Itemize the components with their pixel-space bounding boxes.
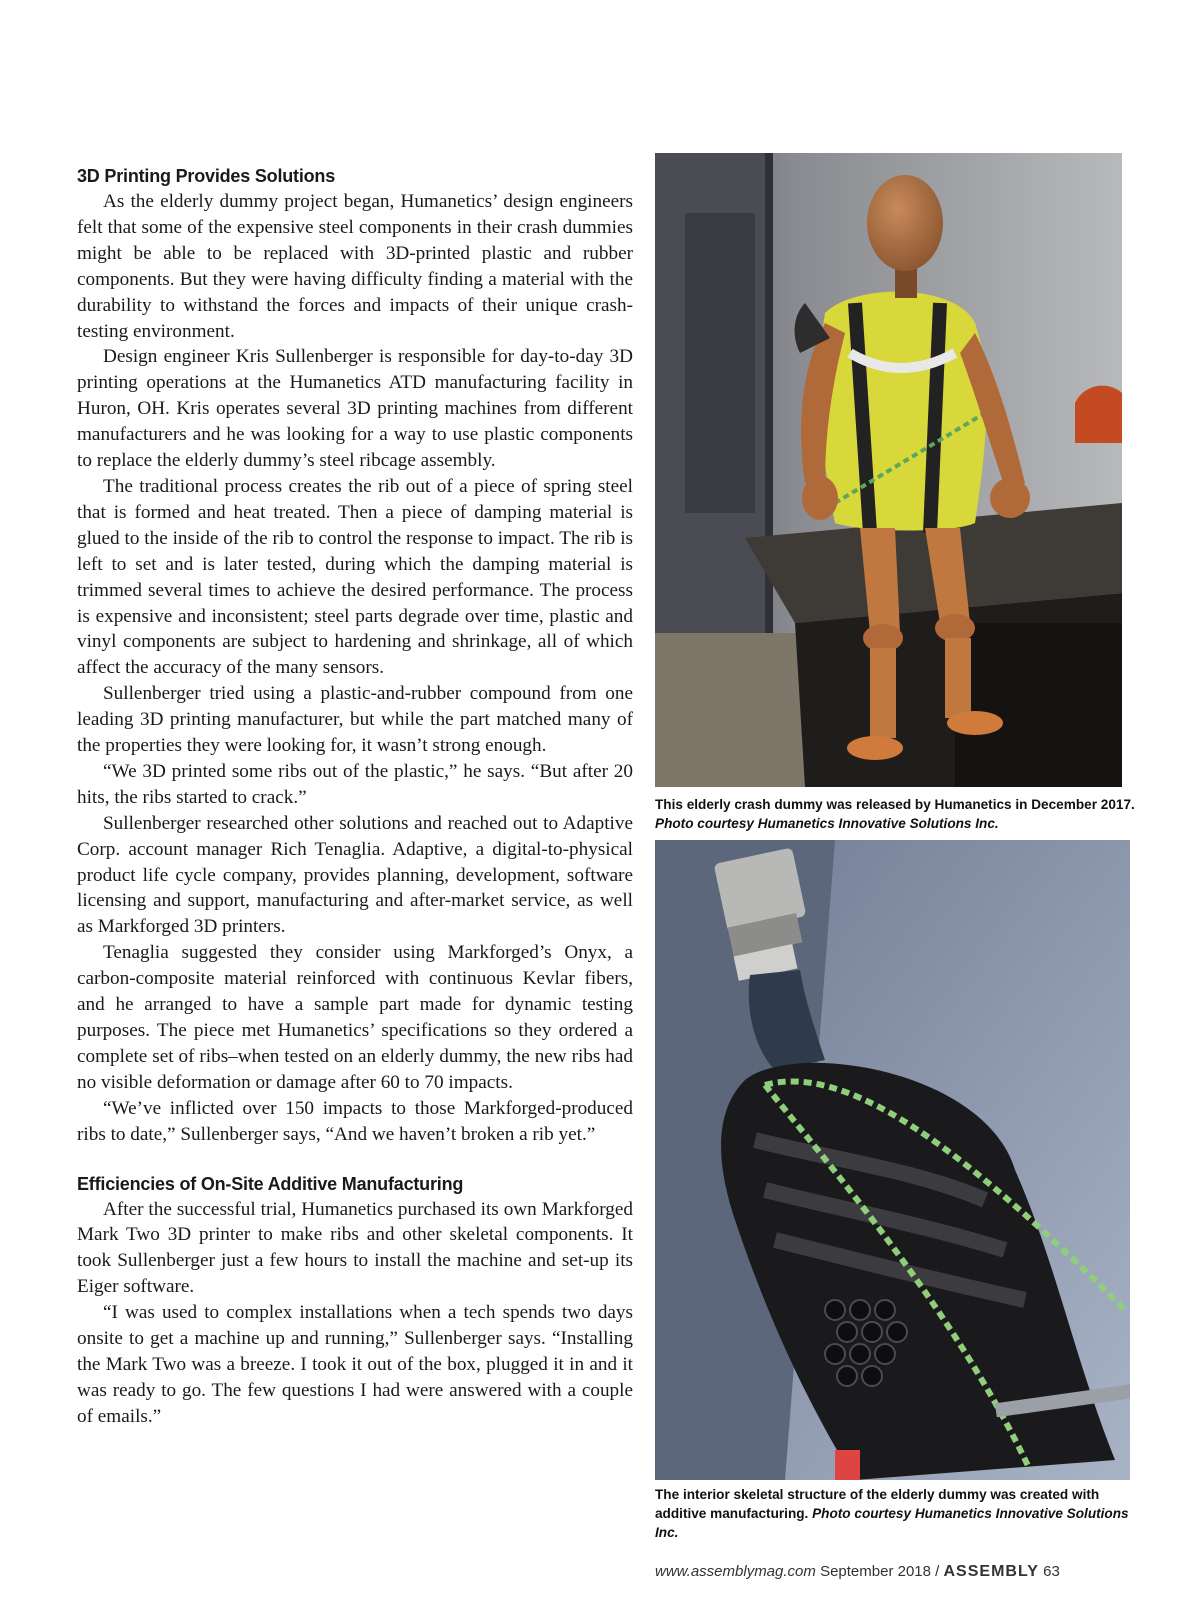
paragraph: As the elderly dummy project began, Humanetics’ design engineers felt that some of the expensive steel components in their crash dummies might be able to be replaced with 3D-printed plastic and rubber components. But they were having difficulty finding a material with the durability to withstand the forces and impacts of their unique crash-testing environment. (77, 191, 633, 342)
paragraph: Sullenberger tried using a plastic-and-rubber compound from one leading 3D printing manufacturer, but while the part matched many of the properties they were looking for, it wasn’t strong enough. (77, 683, 633, 757)
photo-caption (655, 1485, 1135, 1542)
paragraph: Design engineer Kris Sullenberger is responsible for day-to-day 3D printing operations at the Humanetics ATD manufacturing facility in Huron, OH. Kris operates several 3D printing machines from different manufacturers and he was looking for a way to use plastic components to replace the elderly dummy’s steel ribcage assembly. (77, 346, 633, 472)
photo-credit: Photo courtesy Humanetics Innovative Solutions Inc. (655, 816, 999, 831)
page-footer (655, 1563, 1135, 1581)
photo-credit: Photo courtesy Humanetics Innovative Solutions Inc. (655, 1506, 1129, 1540)
section-heading-efficiencies: Efficiencies of On-Site Additive Manufacturing (77, 1173, 464, 1194)
caption-text: The interior skeletal structure of the elderly dummy was created with additive manufacturing. (655, 1487, 1100, 1521)
crash-dummy-photo (655, 153, 1122, 787)
page-number: 63 (1043, 1563, 1060, 1580)
crash-dummy-illustration (655, 153, 1122, 787)
caption-text: This elderly crash dummy was released by Humanetics in December 2017. (655, 797, 1135, 812)
paragraph: “We 3D printed some ribs out of the plastic,” he says. “But after 20 hits, the ribs started to crack.” (77, 760, 633, 808)
paragraph: After the successful trial, Humanetics purchased its own Markforged Mark Two 3D printer to make ribs and other skeletal components. It took Sullenberger just a few hours to install the machine and set-up its Eiger software. (77, 1198, 633, 1298)
skeletal-structure-illustration (655, 840, 1130, 1480)
footer-issue: September 2018 (820, 1563, 931, 1580)
skeletal-structure-photo (655, 840, 1130, 1480)
paragraph: “We’ve inflicted over 150 impacts to those Markforged-produced ribs to date,” Sullenberger says, “And we haven’t broken a rib yet.” (77, 1097, 633, 1145)
paragraph: The traditional process creates the rib out of a piece of spring steel that is formed and heat treated. Then a piece of damping material is glued to the inside of the rib to control the response to impact. The rib is left to set and is later tested, during which the damping material is trimmed several times to achieve the desired performance. The process is expensive and inconsistent; steel parts degrade over time, plastic and vinyl components are subject to hardening and shrinkage, all of which affect the accuracy of the many sensors. (77, 475, 633, 679)
photo-caption (655, 795, 1135, 833)
footer-separator: / (935, 1563, 940, 1580)
footer-magazine: ASSEMBLY (943, 1563, 1039, 1580)
footer-url: www.assemblymag.com (655, 1563, 816, 1580)
paragraph: Sullenberger researched other solutions and reached out to Adaptive Corp. account manager Rich Tenaglia. Adaptive, a digital-to-physical product life cycle company, provides planning, development, software licensing and support, manufacturing and after-market service, as well as Markforged 3D printers. (77, 812, 633, 938)
paragraph: “I was used to complex installations when a tech spends two days onsite to get a machine up and running,” Sullenberger says. “Installing the Mark Two was a breeze. I took it out of the box, plugged it in and it was ready to go. The few questions I had were answered with a couple of emails.” (77, 1302, 633, 1427)
paragraph: Tenaglia suggested they consider using Markforged’s Onyx, a carbon-composite material reinforced with continuous Kevlar fibers, and he arranged to have a sample part made for dynamic testing purposes. The piece met Humanetics’ specifications so they ordered a complete set of ribs–when tested on an elderly dummy, the new ribs had no visible deformation or damage after 60 to 70 impacts. (77, 942, 633, 1093)
article-left-column (77, 166, 633, 1430)
section-heading-3d-printing: 3D Printing Provides Solutions (77, 166, 336, 186)
